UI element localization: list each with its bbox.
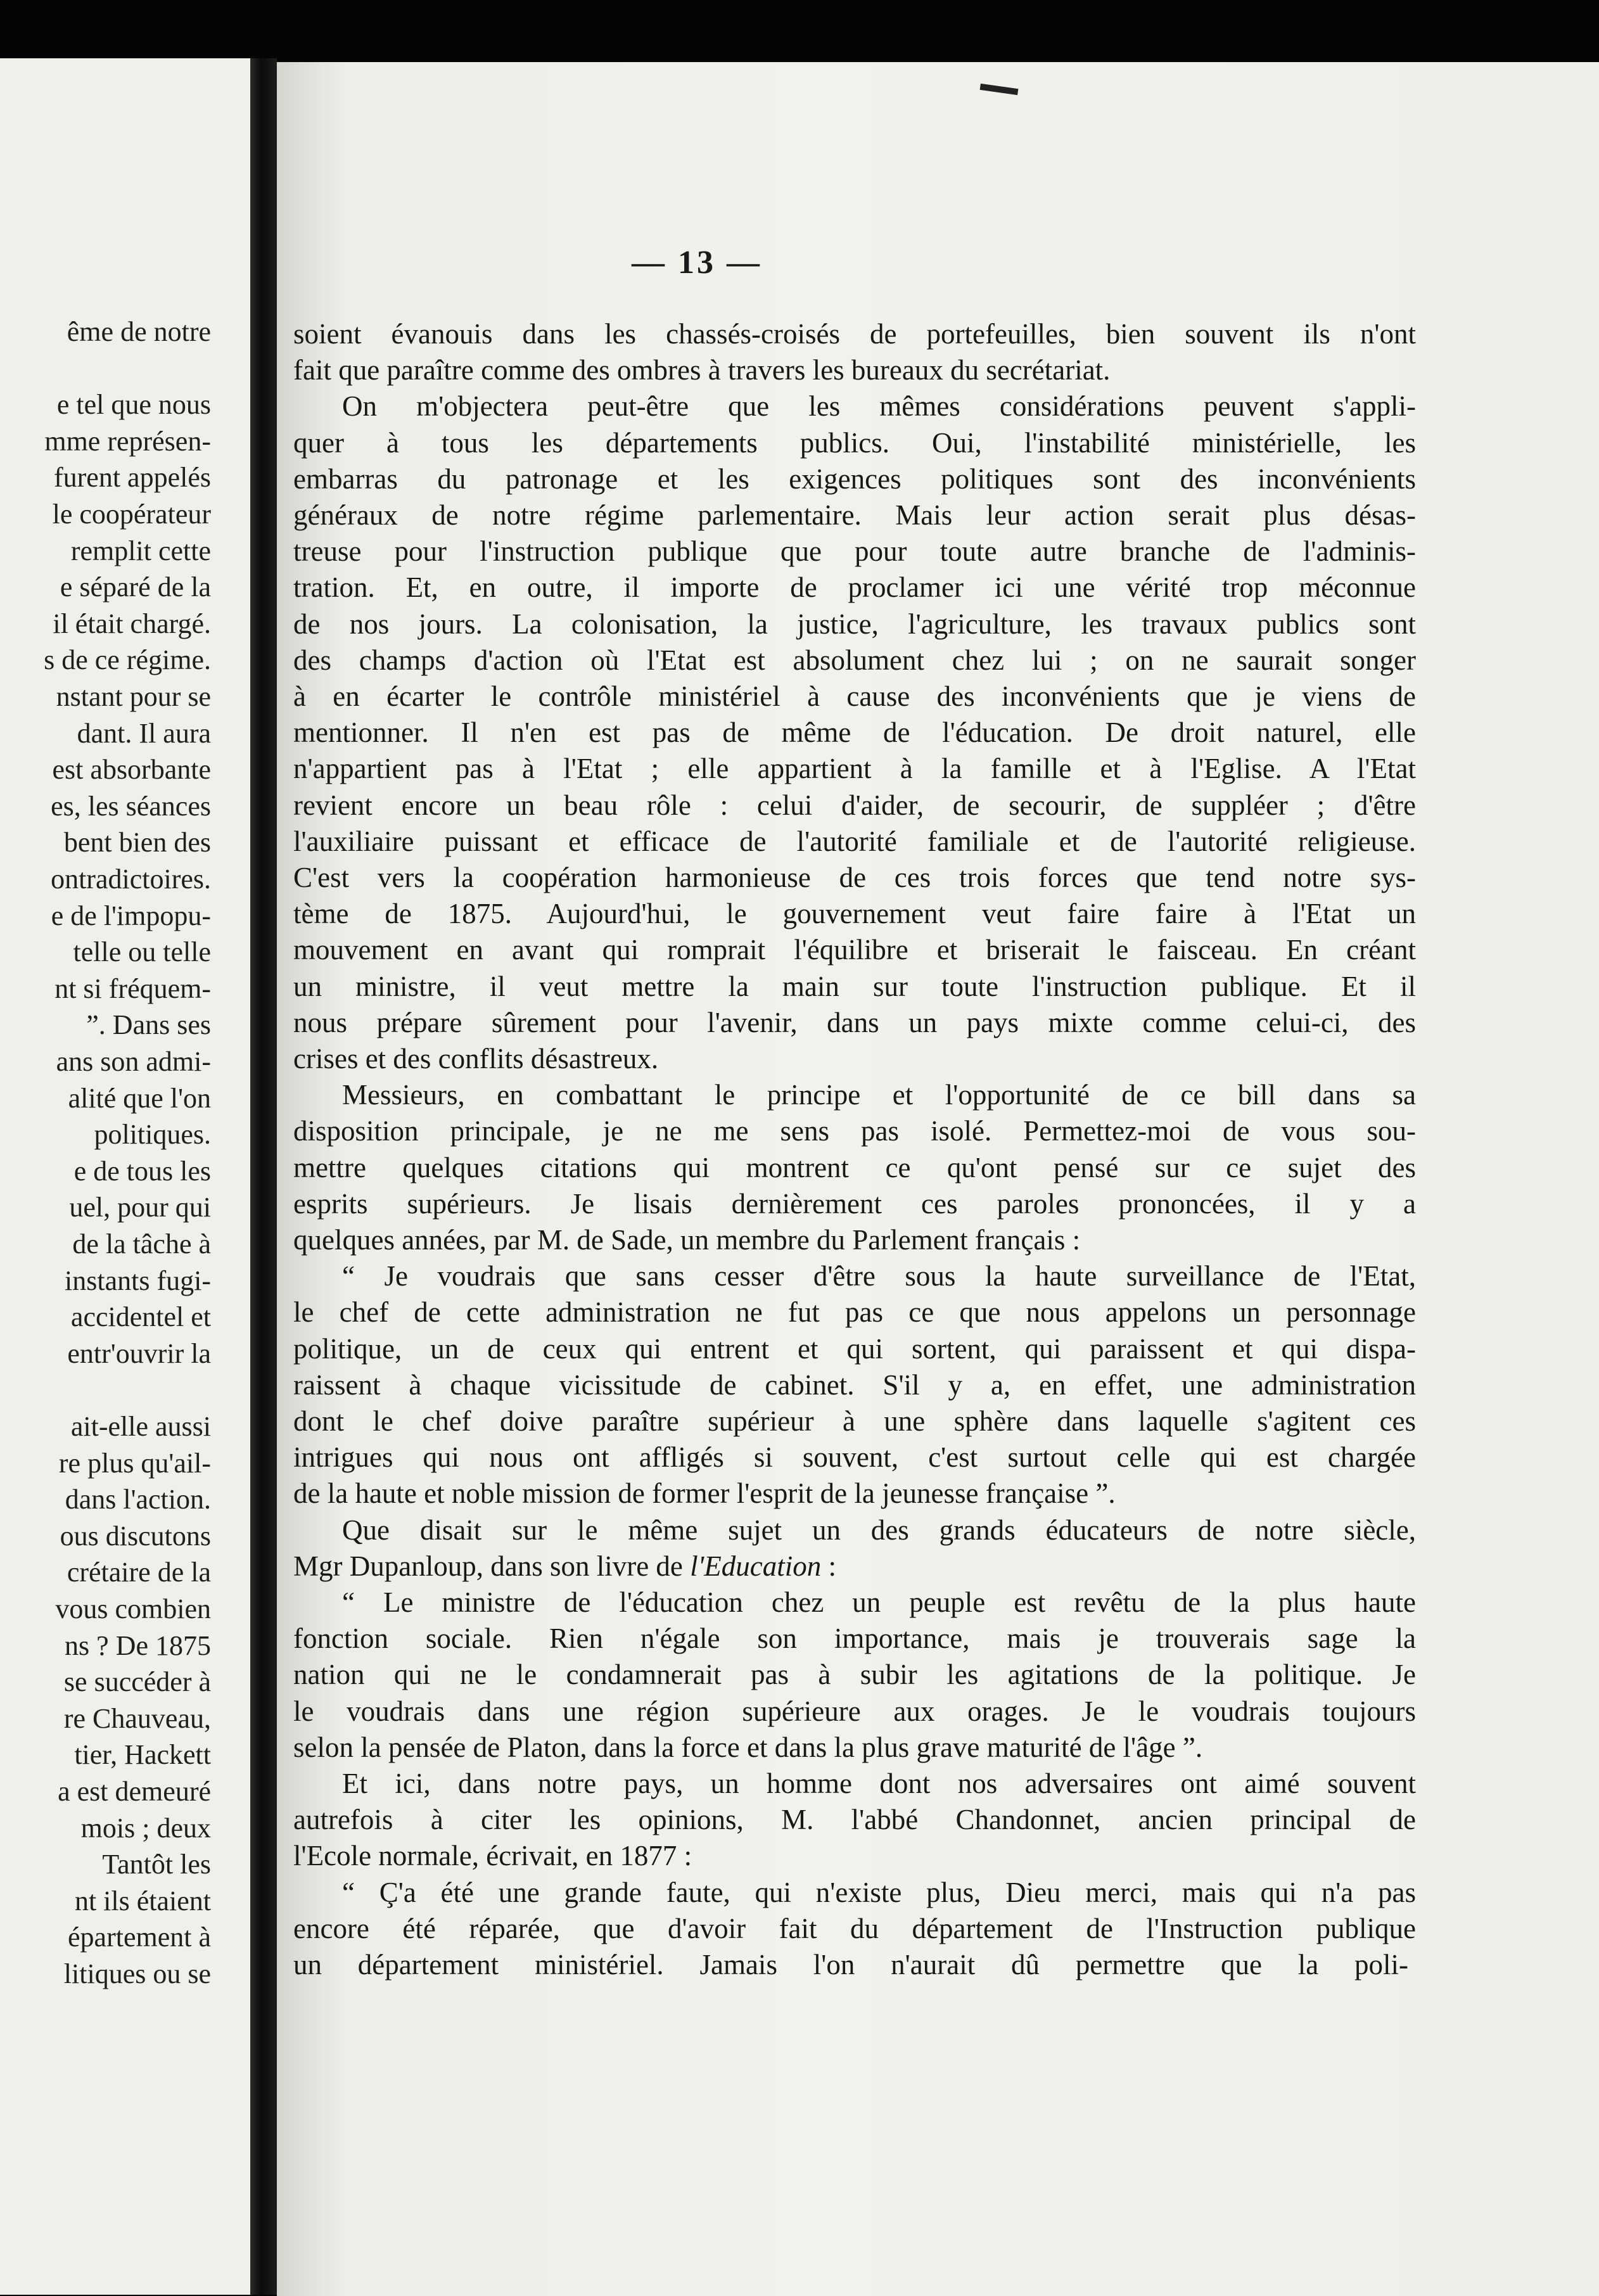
previous-page-line: ”. Dans ses xyxy=(86,1009,211,1041)
previous-page-line: instants fugi- xyxy=(65,1265,211,1296)
previous-page-line: litiques ou se xyxy=(63,1958,211,1989)
body-line: fait que paraître comme des ombres à travers les bureaux du secrétariat. xyxy=(293,354,1111,386)
body-line: “ Je voudrais que sans cesser d'être sous la haute surveillance de l'Etat, xyxy=(342,1260,1416,1292)
previous-page-line: accidentel et xyxy=(70,1301,211,1333)
body-line: à en écarter le contrôle ministériel à cause des inconvénients que je viens de xyxy=(293,680,1416,712)
body-line: revient encore un beau rôle : celui d'aider, de secourir, de suppléer ; d'être xyxy=(293,789,1416,821)
body-line: embarras du patronage et les exigences politiques sont des inconvénients xyxy=(293,462,1416,495)
previous-page-line: remplit cette xyxy=(70,535,211,566)
body-line: l'auxiliaire puissant et efficace de l'autorité familiale et de l'autorité religieuse. xyxy=(293,825,1416,857)
body-line: le chef de cette administration ne fut pas ce que nous appelons un personnage xyxy=(293,1296,1416,1329)
body-line: de nos jours. La colonisation, la justice, l'agriculture, les travaux publics sont xyxy=(293,608,1416,640)
previous-page-line: entr'ouvrir la xyxy=(67,1337,211,1369)
previous-page-line: re plus qu'ail- xyxy=(58,1447,211,1479)
body-line: mentionner. Il n'en est pas de même de l'éducation. De droit naturel, elle xyxy=(293,717,1416,749)
scan-artifact-mark xyxy=(980,84,1019,95)
body-line: “ Ç'a été une grande faute, qui n'existe plus, Dieu merci, mais qui n'a pas xyxy=(342,1876,1416,1908)
previous-page-line: crétaire de la xyxy=(67,1557,211,1588)
body-line: esprits supérieurs. Je lisais dernièrement ces paroles prononcées, il y a xyxy=(293,1187,1416,1220)
body-line: tème de 1875. Aujourd'hui, le gouvernement veut faire faire à l'Etat un xyxy=(293,898,1416,930)
previous-page-line: mme représen- xyxy=(44,425,211,457)
previous-page-line: tier, Hackett xyxy=(74,1739,211,1771)
previous-page-line: vous combien xyxy=(55,1593,211,1624)
body-line: nous prépare sûrement pour l'avenir, dans un pays mixte comme celui-ci, des xyxy=(293,1006,1416,1038)
body-line: un ministre, il veut mettre la main sur toute l'instruction publique. Et il xyxy=(293,970,1416,1002)
book-title: l'Education xyxy=(690,1550,822,1582)
body-line: Mgr Dupanloup, dans son livre de l'Education : xyxy=(293,1550,837,1582)
body-line: un département ministériel. Jamais l'on n'aurait dû permettre que la poli- xyxy=(293,1949,1408,1980)
page-number: — 13 — xyxy=(632,245,762,281)
body-line: politique, un de ceux qui entrent et qui sortent, qui paraissent et qui dispa- xyxy=(293,1332,1416,1365)
body-line: On m'objectera peut-être que les mêmes considérations peuvent s'appli- xyxy=(342,390,1416,423)
previous-page-line: ait-elle aussi xyxy=(70,1411,211,1442)
body-line: de la haute et noble mission de former l'esprit de la jeunesse française ”. xyxy=(293,1477,1116,1510)
body-line: mouvement en avant qui romprait l'équilibre et briserait le faisceau. En créant xyxy=(293,934,1416,966)
previous-page-line: dans l'action. xyxy=(65,1484,211,1515)
previous-page-line: uel, pour qui xyxy=(69,1192,211,1223)
previous-page-line: se succéder à xyxy=(63,1666,211,1698)
previous-page-line: nstant pour se xyxy=(56,681,211,712)
previous-page-line: épartement à xyxy=(68,1922,211,1953)
previous-page-line: e tel que nous xyxy=(56,389,211,421)
previous-page-line: de la tâche à xyxy=(72,1228,211,1260)
previous-page-line: ns ? De 1875 xyxy=(65,1630,211,1661)
previous-page-line: bent bien des xyxy=(63,827,211,858)
body-line: dont le chef doive paraître supérieur à une sphère dans laquelle s'agitent ces xyxy=(293,1405,1416,1437)
book-gutter xyxy=(250,58,277,2295)
body-line: raissent à chaque vicissitude de cabinet. S'il y a, en effet, une administration xyxy=(293,1368,1416,1401)
body-line: nation qui ne le condamnerait pas à subir les agitations de la politique. Je xyxy=(293,1659,1416,1691)
body-line: quer à tous les départements publics. Oui, l'instabilité ministérielle, les xyxy=(293,426,1416,459)
previous-page-line: le coopérateur xyxy=(52,499,211,530)
body-line: disposition principale, je ne me sens pas isolé. Permettez-moi de vous sou- xyxy=(293,1115,1416,1147)
body-line: “ Le ministre de l'éducation chez un peuple est revêtu de la plus haute xyxy=(342,1586,1416,1618)
body-line: l'Ecole normale, écrivait, en 1877 : xyxy=(293,1840,692,1872)
previous-page-line: alité que l'on xyxy=(68,1082,211,1114)
previous-page-line: dant. Il aura xyxy=(77,717,211,749)
previous-page-line: telle ou telle xyxy=(73,936,211,968)
body-line: crises et des conflits désastreux. xyxy=(293,1043,659,1075)
previous-page-fragment xyxy=(0,58,250,2295)
body-line: encore été réparée, que d'avoir fait du département de l'Instruction publique xyxy=(293,1912,1416,1944)
previous-page-line: nt si fréquem- xyxy=(54,973,211,1004)
previous-page-line: il était chargé. xyxy=(53,608,211,639)
body-line: C'est vers la coopération harmonieuse de ces trois forces que tend notre sys- xyxy=(293,862,1416,893)
body-line: autrefois à citer les opinions, M. l'abbé Chandonnet, ancien principal de xyxy=(293,1804,1416,1836)
previous-page-line: re Chauveau, xyxy=(63,1702,211,1734)
previous-page-line: a est demeuré xyxy=(58,1776,211,1807)
body-line: quelques années, par M. de Sade, un membre du Parlement français : xyxy=(293,1224,1081,1256)
previous-page-line: ême de notre xyxy=(67,316,211,347)
previous-page-line: politiques. xyxy=(94,1119,211,1151)
body-line: n'appartient pas à l'Etat ; elle appartient à la famille et à l'Eglise. A l'Etat xyxy=(293,753,1416,785)
body-line: fonction sociale. Rien n'égale son importance, mais je trouverais sage la xyxy=(293,1623,1416,1655)
body-line: des champs d'action où l'Etat est absolument chez lui ; on ne saurait songer xyxy=(293,644,1416,676)
body-line: le voudrais dans une région supérieure aux orages. Je le voudrais toujours xyxy=(293,1695,1416,1727)
previous-page-line: e séparé de la xyxy=(60,571,211,603)
body-line: tration. Et, en outre, il importe de proclamer ici une vérité trop méconnue xyxy=(293,571,1416,604)
previous-page-line: es, les séances xyxy=(51,790,211,822)
previous-page-line: e de l'impopu- xyxy=(51,900,211,931)
body-line: intrigues qui nous ont affligés si souvent, c'est surtout celle qui est chargée xyxy=(293,1441,1416,1474)
body-line: soient évanouis dans les chassés-croisés de portefeuilles, bien souvent ils n'ont xyxy=(293,318,1416,350)
previous-page-line: ans son admi- xyxy=(56,1046,211,1077)
body-line: selon la pensée de Platon, dans la force et dans la plus grave maturité de l'âge ”. xyxy=(293,1731,1203,1763)
body-line: mettre quelques citations qui montrent ce qu'ont pensé sur ce sujet des xyxy=(293,1151,1416,1183)
previous-page-line: e de tous les xyxy=(73,1155,211,1187)
body-line: Et ici, dans notre pays, un homme dont nos adversaires ont aimé souvent xyxy=(342,1768,1416,1799)
previous-page-line: ontradictoires. xyxy=(51,864,211,895)
body-line: généraux de notre régime parlementaire. Mais leur action serait plus désas- xyxy=(293,499,1416,531)
body-line: treuse pour l'instruction publique que pour toute autre branche de l'adminis- xyxy=(293,535,1416,568)
previous-page-line: nt ils étaient xyxy=(74,1885,211,1917)
body-line: Que disait sur le même sujet un des grands éducateurs de notre siècle, xyxy=(342,1514,1416,1546)
previous-page-line: furent appelés xyxy=(54,462,211,494)
previous-page-line: mois ; deux xyxy=(80,1812,211,1844)
previous-page-line: est absorbante xyxy=(52,754,211,786)
previous-page-line: ous discutons xyxy=(60,1520,211,1552)
previous-page-line: s de ce régime. xyxy=(44,644,211,676)
previous-page-line: Tantôt les xyxy=(102,1849,211,1880)
body-line: Messieurs, en combattant le principe et l'opportunité de ce bill dans sa xyxy=(342,1079,1416,1111)
